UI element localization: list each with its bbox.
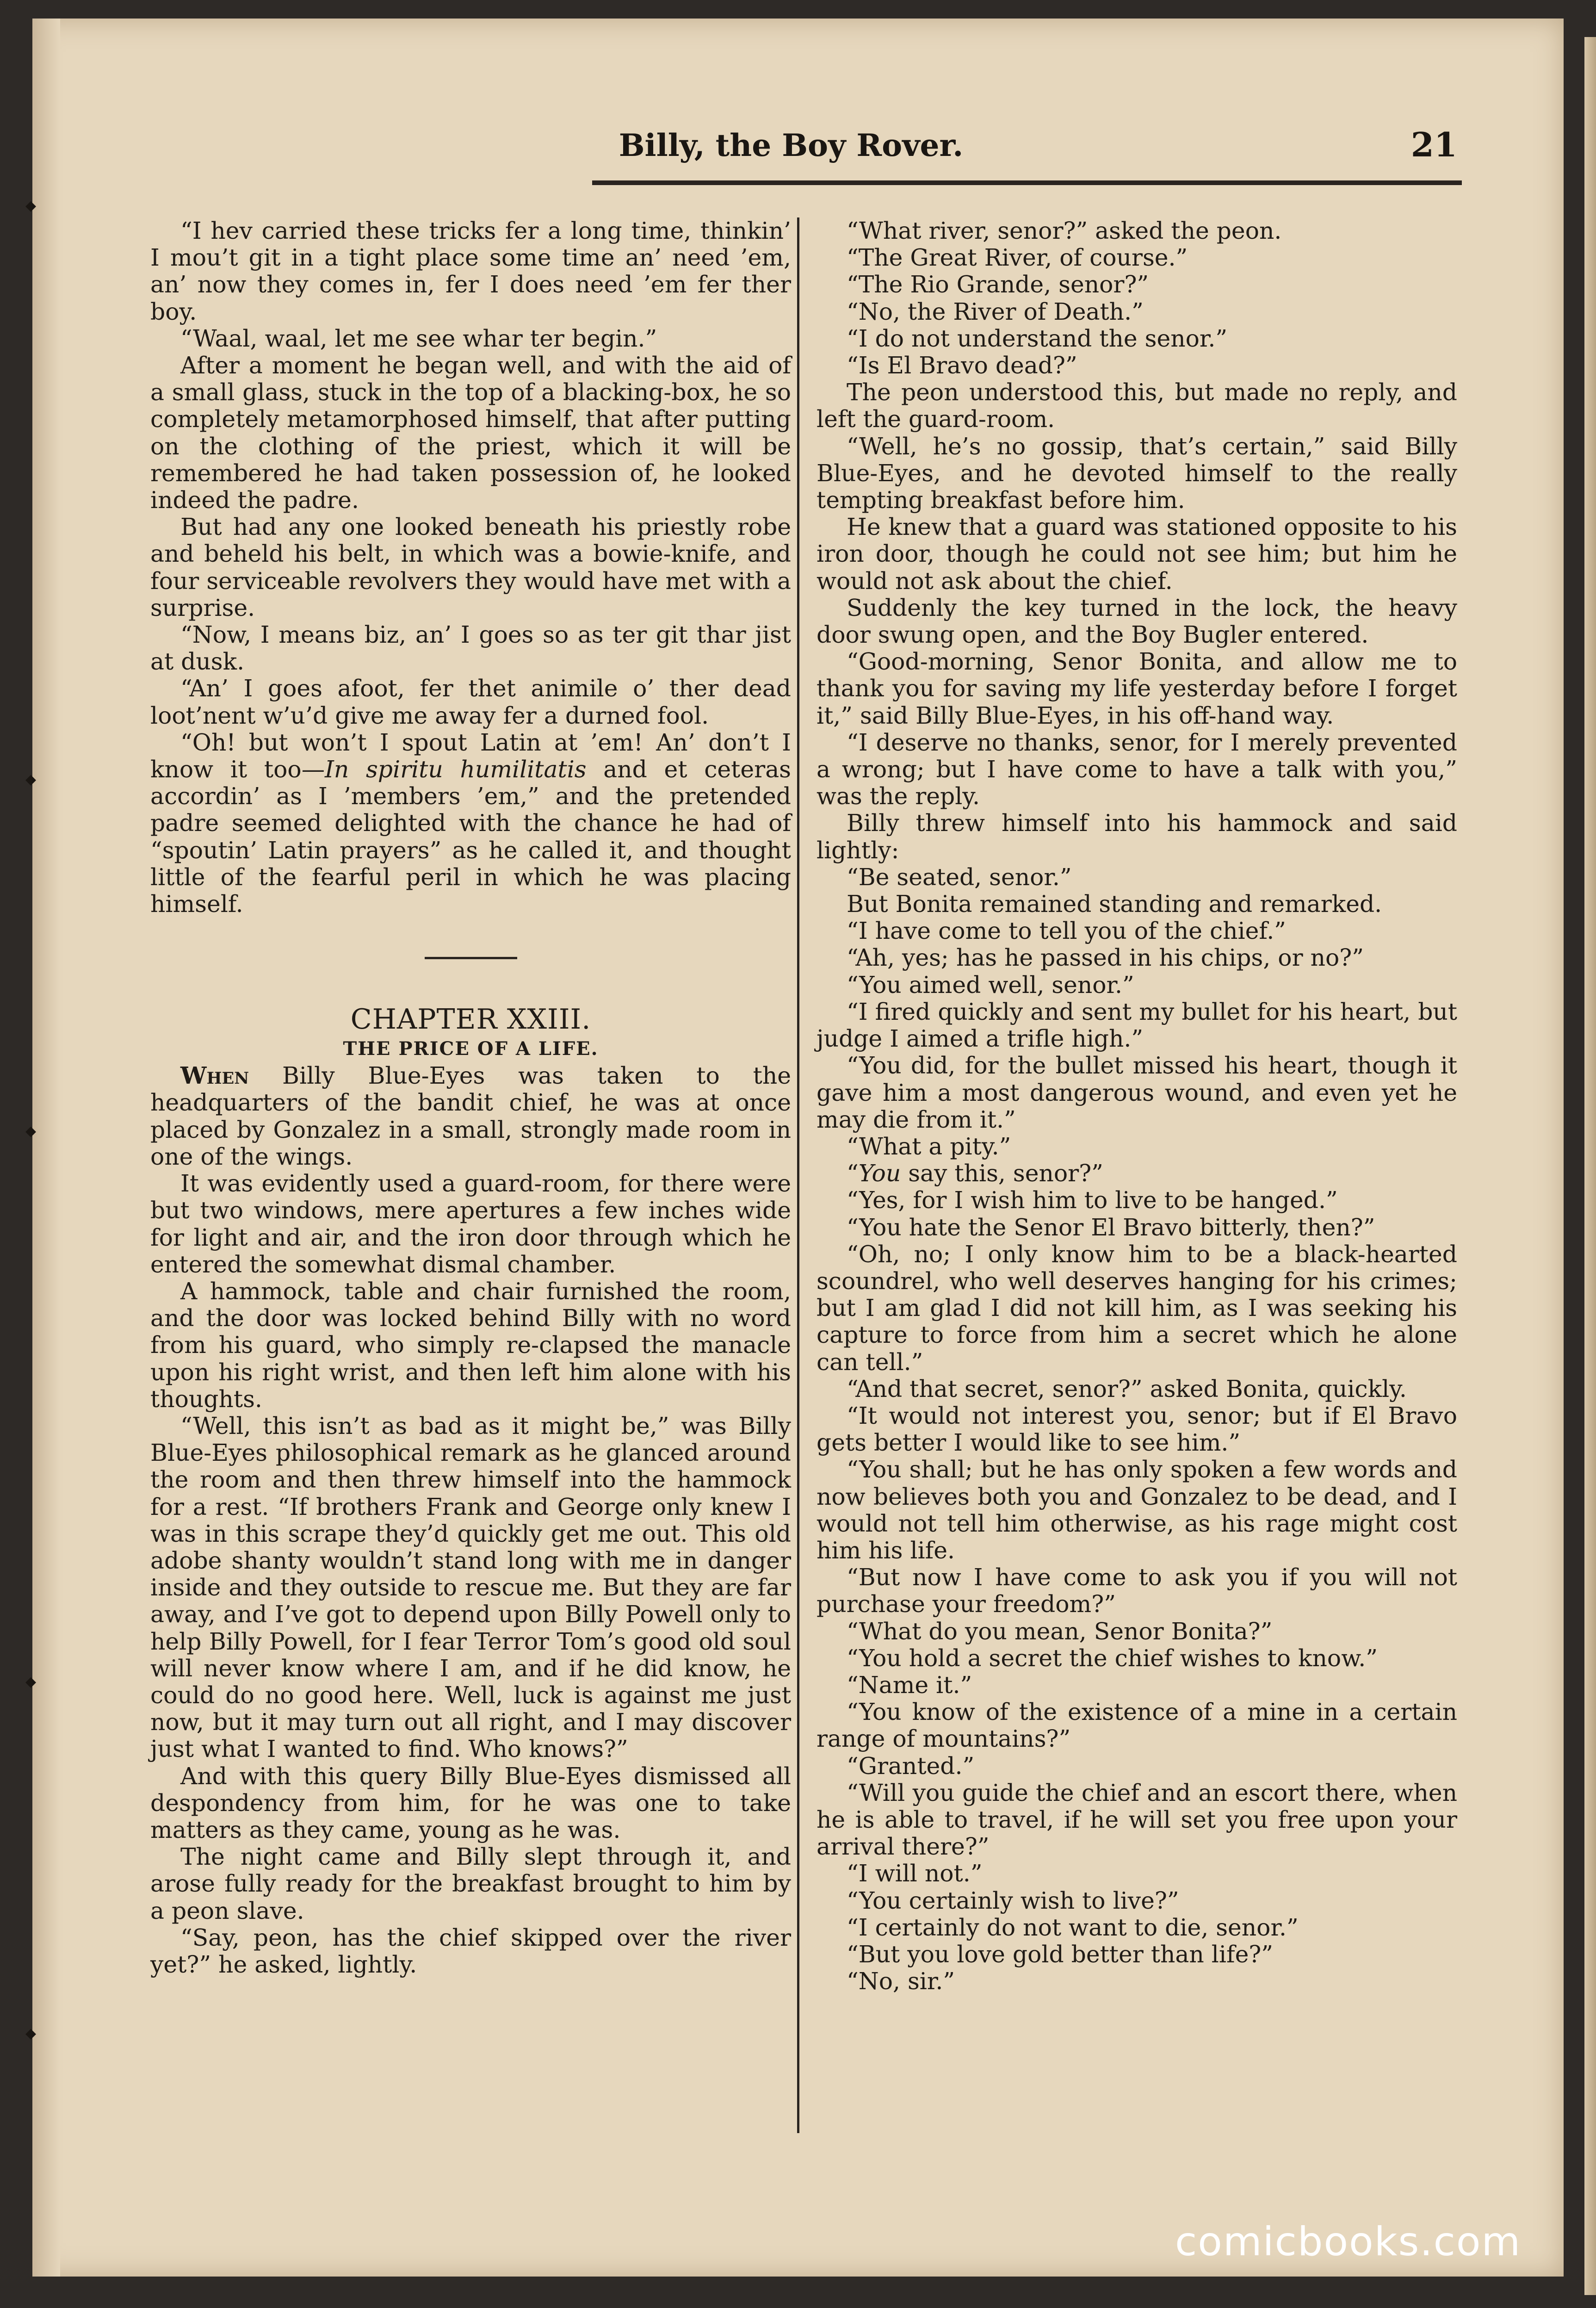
paragraph: “I will not.” <box>847 1860 983 1887</box>
paragraph: “I certainly do not want to die, senor.” <box>847 1913 1299 1941</box>
paragraph: “But now I have come to ask you if you will not purchase your freedom?” <box>817 1563 1457 1618</box>
paragraph: “You know of the existence of a mine in a certain range of mountains?” <box>817 1698 1457 1753</box>
paragraph: “An’ I goes afoot, fer thet animile o’ ther dead loot’nent w’u’d give me away fer a durned fool. <box>150 675 791 729</box>
right-column <box>817 217 1457 1995</box>
paragraph: “Will you guide the chief and an escort there, when he is able to travel, if he will set you free upon your arrival there?” <box>817 1779 1457 1861</box>
paragraph: “I fired quickly and sent my bullet for his heart, but judge I aimed a trifle high.” <box>817 998 1457 1053</box>
paragraph: “Ah, yes; has he passed in his chips, or no?” <box>847 944 1364 972</box>
paragraph: “You hold a secret the chief wishes to know.” <box>847 1644 1378 1672</box>
paragraph: “Say, peon, has the chief skipped over the river yet?” he asked, lightly. <box>150 1923 791 1978</box>
section-rule <box>425 957 517 959</box>
paragraph: “Now, I means biz, an’ I goes so as ter git thar jist at dusk. <box>150 621 791 676</box>
header-rule <box>592 180 1462 185</box>
paragraph: “Is El Bravo dead?” <box>847 352 1077 379</box>
paragraph: He knew that a guard was stationed opposite to his iron door, though he could not see him; but him he would not ask about the chief. <box>817 513 1457 595</box>
paragraph: “No, the River of Death.” <box>847 298 1144 325</box>
paragraph: “Oh, no; I only know him to be a black-hearted scoundrel, who well deserves hanging for his crimes; but I am glad I did not kill him, as I was seeking his capture to force from him a secret which he alone can tell.” <box>817 1240 1457 1376</box>
paragraph-you <box>817 1160 1457 1187</box>
paragraph: “You certainly wish to live?” <box>847 1886 1179 1914</box>
paragraph: Suddenly the key turned in the lock, the heavy door swung open, and the Boy Bugler entered. <box>817 594 1457 649</box>
paragraph: “But you love gold better than life?” <box>847 1941 1274 1968</box>
paragraph: “I deserve no thanks, senor, for I merely prevented a wrong; but I have come to have a talk with you,” was the reply. <box>817 728 1457 810</box>
binding-staple-icon: ◆ <box>25 198 37 214</box>
text-run: and et ceteras accordin’ as I ’members ’em,” and the pretended padre seemed delighted with the chance he had of “spoutin’ Latin prayers” as he called it, and thought little of the fearful peril in which he was placing himself. <box>150 756 791 918</box>
paragraph: “What river, senor?” asked the peon. <box>847 217 1282 244</box>
text-run: Billy Blue-Eyes was taken to the headquarters of the bandit chief, he was at once placed by Gonzalez in a small, strongly made room in one of the wings. <box>150 1062 791 1170</box>
paragraph: “And that secret, senor?” asked Bonita, quickly. <box>847 1375 1407 1402</box>
paragraph: “Be seated, senor.” <box>847 863 1072 891</box>
chapter-title: CHAPTER XXIII. <box>350 1003 591 1036</box>
paragraph: But Bonita remained standing and remarked. <box>847 890 1382 918</box>
chapter-opening-paragraph <box>150 1062 791 1170</box>
page-right-edge <box>1584 37 1596 2295</box>
paragraph: But had any one looked beneath his priestly robe and beheld his belt, in which was a bowie-knife, and four serviceable revolvers they would have met with a surprise. <box>150 513 791 621</box>
paragraph: “Yes, for I wish him to live to be hanged.” <box>847 1186 1338 1214</box>
binding-staple-icon: ◆ <box>25 771 37 788</box>
text-run: “ <box>847 1160 859 1187</box>
text-run: “Oh! but won’t I spout Latin at ’em! An’ don’t I know it too— <box>150 728 791 783</box>
column-divider <box>797 217 799 2133</box>
paragraph: A hammock, table and chair furnished the room, and the door was locked behind Billy with no word from his guard, who simply re-clapsed the manacle upon his right wrist, and then left him alone with his thoughts. <box>150 1277 791 1413</box>
paragraph: Billy threw himself into his hammock and said lightly: <box>817 809 1457 864</box>
paragraph: “It would not interest you, senor; but if El Bravo gets better I would like to see him.” <box>817 1402 1457 1457</box>
paragraph: “Name it.” <box>847 1671 972 1699</box>
italic-word: You <box>858 1160 901 1187</box>
binding-staple-icon: ◆ <box>25 1674 37 1690</box>
paragraph: The night came and Billy slept through it, and arose fully ready for the breakfast brought to him by a peon slave. <box>150 1843 791 1924</box>
binding-staple-icon: ◆ <box>25 1123 37 1139</box>
paragraph: “You shall; but he has only spoken a few words and now believes both you and Gonzalez to be dead, and I would not tell him otherwise, as his rage might cost him his life. <box>817 1456 1457 1564</box>
page-binding-edge <box>32 19 60 2277</box>
paragraph: “You hate the Senor El Bravo bitterly, then?” <box>847 1213 1375 1241</box>
paragraph: After a moment he began well, and with the aid of a small glass, stuck in the top of a blacking-box, he so completely metamorphosed himself, that after putting on the clothing of the priest, which it will be remembered he had taken possession of, he looked indeed the padre. <box>150 352 791 514</box>
paragraph: It was evidently used a guard-room, for there were but two windows, mere apertures a few inches wide for light and air, and the iron door through which he entered the somewhat dismal chamber. <box>150 1170 791 1278</box>
watermark-text: comicbooks.com <box>1175 2219 1522 2265</box>
paragraph: “I have come to tell you of the chief.” <box>847 917 1286 945</box>
paragraph: “Good-morning, Senor Bonita, and allow me to thank you for saving my life yesterday before I forget it,” said Billy Blue-Eyes, in his off-hand way. <box>817 648 1457 729</box>
text-run: say this, senor?” <box>901 1160 1103 1187</box>
paragraph: The peon understood this, but made no reply, and left the guard-room. <box>817 378 1457 433</box>
paragraph: “The Great River, of course.” <box>847 244 1188 272</box>
paragraph: “I hev carried these tricks fer a long time, thinkin’ I mou’t git in a tight place some time an’ need ’em, an’ now they comes in, fer I does need ’em fer ther boy. <box>150 217 791 325</box>
left-column <box>150 217 791 1978</box>
paragraph: “Granted.” <box>847 1752 975 1780</box>
paragraph: “What do you mean, Senor Bonita?” <box>847 1617 1273 1645</box>
paragraph: “No, sir.” <box>847 1967 955 1995</box>
paragraph: “I do not understand the senor.” <box>847 324 1228 352</box>
paragraph-latin <box>150 729 791 918</box>
paragraph: “Waal, waal, let me see whar ter begin.” <box>180 324 657 352</box>
paragraph: “Well, this isn’t as bad as it might be,” was Billy Blue-Eyes philosophical remark as he glanced around the room and then threw himself into the hammock for a rest. “If brothers Frank and George only knew I was in this scrape they’d quickly get me out. This old adobe shanty wouldn’t stand long with me in danger inside and they outside to rescue me. But they are far away, and I’ve got to depend upon Billy Powell only to help Billy Powell, for I fear Terror Tom’s good old soul will never know where I am, and if he did know, he could do no good here. Well, luck is against me just now, but it may turn out all right, and I may discover just what I wanted to find. Who knows?” <box>150 1412 791 1763</box>
paragraph: “What a pity.” <box>847 1132 1011 1160</box>
binding-staple-icon: ◆ <box>25 2025 37 2041</box>
paragraph: “The Rio Grande, senor?” <box>847 271 1149 298</box>
page-number: 21 <box>1410 125 1457 164</box>
italic-latin-phrase: In spiritu humilitatis <box>325 756 587 783</box>
paragraph: “You did, for the bullet missed his heart, though it gave him a most dangerous wound, and even yet he may die from it.” <box>817 1052 1457 1133</box>
running-header-title: Billy, the Boy Rover. <box>619 127 964 163</box>
opening-word: When <box>180 1062 249 1090</box>
chapter-subtitle: THE PRICE OF A LIFE. <box>343 1038 599 1060</box>
paragraph: “You aimed well, senor.” <box>847 971 1134 999</box>
paragraph: “Well, he’s no gossip, that’s certain,” said Billy Blue-Eyes, and he devoted himself to the really tempting breakfast before him. <box>817 432 1457 514</box>
paragraph: And with this query Billy Blue-Eyes dismissed all despondency from him, for he was one to take matters as they came, young as he was. <box>150 1762 791 1843</box>
